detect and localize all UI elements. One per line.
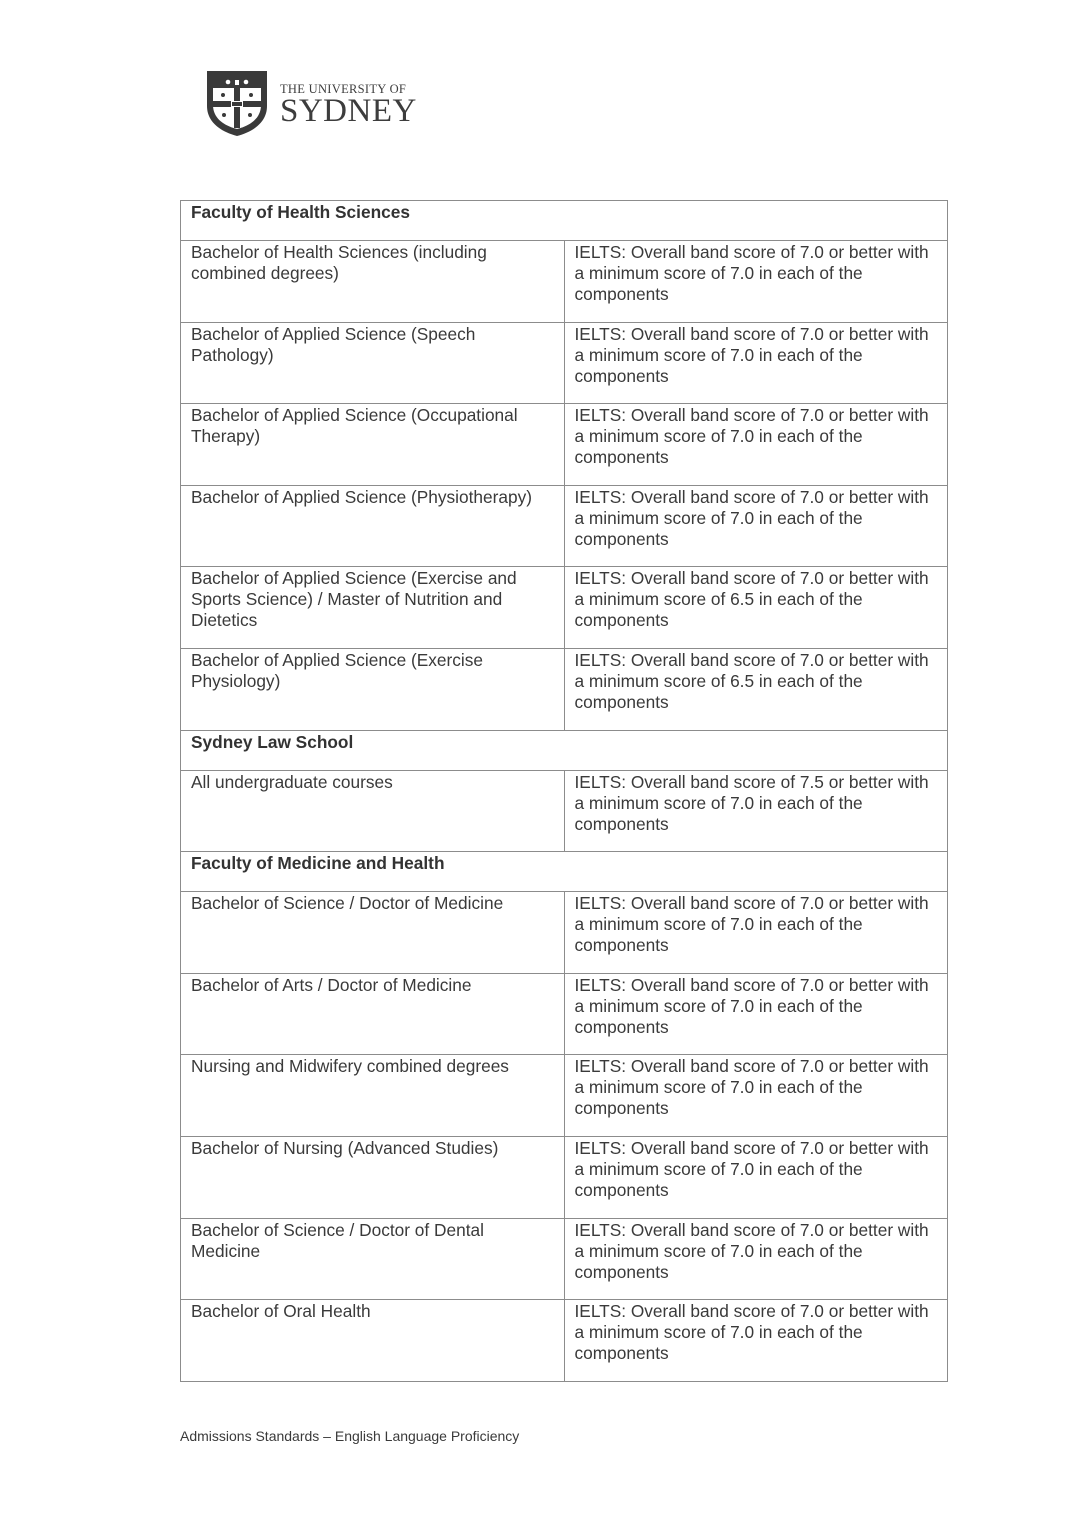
- course-name: Bachelor of Applied Science (Speech Pathology): [181, 322, 565, 404]
- section-title: Faculty of Medicine and Health: [181, 852, 948, 892]
- section-header-law-school: [181, 730, 948, 770]
- course-name: Nursing and Midwifery combined degrees: [181, 1055, 565, 1137]
- course-name: Bachelor of Nursing (Advanced Studies): [181, 1136, 565, 1218]
- language-requirement: IELTS: Overall band score of 7.0 or better with a minimum score of 7.0 in each of the components: [564, 1300, 948, 1382]
- table-row: [181, 1055, 948, 1137]
- university-logo: [204, 68, 417, 138]
- table-row: [181, 485, 948, 567]
- table-row: [181, 404, 948, 486]
- course-name: Bachelor of Applied Science (Exercise and Sports Science) / Master of Nutrition and Dietetics: [181, 567, 565, 649]
- table-row: [181, 241, 948, 323]
- language-requirement: IELTS: Overall band score of 7.0 or better with a minimum score of 7.0 in each of the components: [564, 1055, 948, 1137]
- language-requirement: IELTS: Overall band score of 7.0 or better with a minimum score of 7.0 in each of the components: [564, 892, 948, 974]
- language-requirement: IELTS: Overall band score of 7.0 or better with a minimum score of 6.5 in each of the components: [564, 567, 948, 649]
- course-name: Bachelor of Applied Science (Occupational Therapy): [181, 404, 565, 486]
- english-requirements-table: [180, 200, 948, 1382]
- language-requirement: IELTS: Overall band score of 7.0 or better with a minimum score of 7.0 in each of the components: [564, 973, 948, 1055]
- table-row: [181, 648, 948, 730]
- table-row: [181, 1300, 948, 1382]
- language-requirement: IELTS: Overall band score of 7.5 or better with a minimum score of 7.0 in each of the components: [564, 770, 948, 852]
- table-row: [181, 567, 948, 649]
- course-name: Bachelor of Arts / Doctor of Medicine: [181, 973, 565, 1055]
- language-requirement: IELTS: Overall band score of 7.0 or better with a minimum score of 7.0 in each of the components: [564, 322, 948, 404]
- language-requirement: IELTS: Overall band score of 7.0 or better with a minimum score of 7.0 in each of the components: [564, 1218, 948, 1300]
- course-name: Bachelor of Oral Health: [181, 1300, 565, 1382]
- table-row: [181, 892, 948, 974]
- table-row: [181, 1136, 948, 1218]
- table-row: [181, 973, 948, 1055]
- table-row: [181, 770, 948, 852]
- course-name: Bachelor of Health Sciences (including combined degrees): [181, 241, 565, 323]
- course-name: Bachelor of Applied Science (Exercise Physiology): [181, 648, 565, 730]
- section-title: Faculty of Health Sciences: [181, 201, 948, 241]
- course-name: Bachelor of Science / Doctor of Medicine: [181, 892, 565, 974]
- section-header-health-sciences: [181, 201, 948, 241]
- section-title: Sydney Law School: [181, 730, 948, 770]
- language-requirement: IELTS: Overall band score of 7.0 or better with a minimum score of 6.5 in each of the components: [564, 648, 948, 730]
- course-name: Bachelor of Science / Doctor of Dental Medicine: [181, 1218, 565, 1300]
- university-crest-icon: [204, 68, 270, 138]
- section-header-medicine-health: [181, 852, 948, 892]
- table-row: [181, 1218, 948, 1300]
- course-name: Bachelor of Applied Science (Physiotherapy): [181, 485, 565, 567]
- language-requirement: IELTS: Overall band score of 7.0 or better with a minimum score of 7.0 in each of the components: [564, 241, 948, 323]
- logo-top-text: THE UNIVERSITY OF: [280, 81, 407, 96]
- language-requirement: IELTS: Overall band score of 7.0 or better with a minimum score of 7.0 in each of the components: [564, 1136, 948, 1218]
- logo-main-text: SYDNEY: [280, 92, 417, 129]
- course-name: All undergraduate courses: [181, 770, 565, 852]
- page-footer: Admissions Standards – English Language Proficiency: [180, 1428, 520, 1444]
- table-row: [181, 322, 948, 404]
- language-requirement: IELTS: Overall band score of 7.0 or better with a minimum score of 7.0 in each of the components: [564, 485, 948, 567]
- language-requirement: IELTS: Overall band score of 7.0 or better with a minimum score of 7.0 in each of the components: [564, 404, 948, 486]
